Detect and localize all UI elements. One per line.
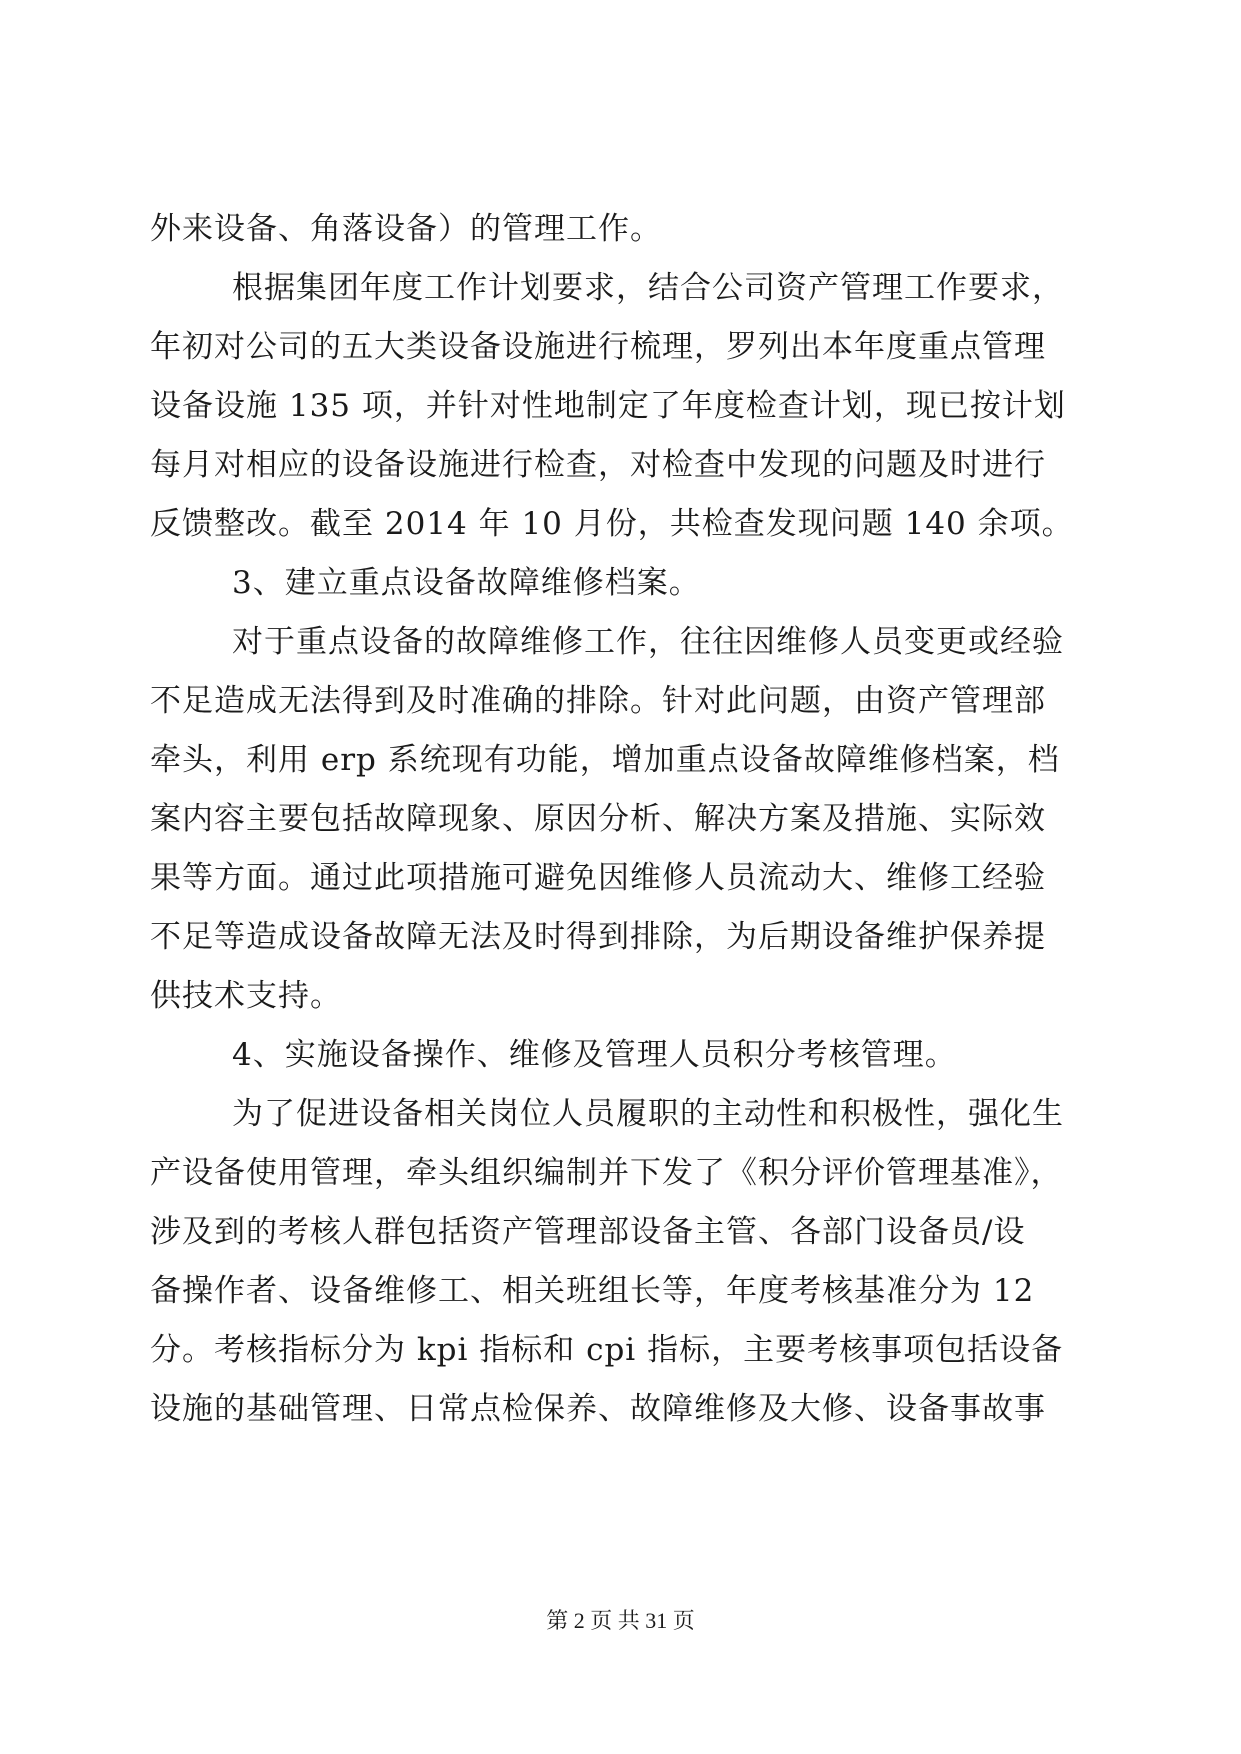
paragraph-line: 不足等造成设备故障无法及时得到排除，为后期设备维护保养提 xyxy=(150,919,1046,955)
paragraph-line: 年初对公司的五大类设备设施进行梳理，罗列出本年度重点管理 xyxy=(150,329,1046,365)
section-heading: 4、实施设备操作、维修及管理人员积分考核管理。 xyxy=(232,1037,957,1073)
paragraph-line: 产设备使用管理，牵头组织编制并下发了《积分评价管理基准》， xyxy=(150,1155,1063,1191)
paragraph-line: 备操作者、设备维修工、相关班组长等，年度考核基准分为 12 xyxy=(150,1273,1035,1309)
paragraph-line: 涉及到的考核人群包括资产管理部设备主管、各部门设备员/设 xyxy=(150,1214,1026,1250)
paragraph-line: 不足造成无法得到及时准确的排除。针对此问题，由资产管理部 xyxy=(150,683,1046,719)
paragraph-line: 案内容主要包括故障现象、原因分析、解决方案及措施、实际效 xyxy=(150,801,1046,837)
page-footer: 第 2 页 共 31 页 xyxy=(546,1608,695,1633)
paragraph-line: 反馈整改。截至 2014 年 10 月份，共检查发现问题 140 余项。 xyxy=(150,506,1074,542)
paragraph-line: 每月对相应的设备设施进行检查，对检查中发现的问题及时进行 xyxy=(150,447,1046,483)
paragraph-line: 根据集团年度工作计划要求，结合公司资产管理工作要求， xyxy=(232,270,1064,306)
paragraph-line: 对于重点设备的故障维修工作，往往因维修人员变更或经验 xyxy=(232,624,1064,660)
paragraph-line: 设备设施 135 项，并针对性地制定了年度检查计划，现已按计划 xyxy=(150,388,1066,424)
paragraph-line: 分。考核指标分为 kpi 指标和 cpi 指标，主要考核事项包括设备 xyxy=(150,1332,1064,1368)
paragraph-line: 外来设备、角落设备）的管理工作。 xyxy=(150,211,662,247)
section-heading: 3、建立重点设备故障维修档案。 xyxy=(232,565,701,601)
paragraph-line: 设施的基础管理、日常点检保养、故障维修及大修、设备事故事 xyxy=(150,1391,1046,1427)
paragraph-line: 供技术支持。 xyxy=(150,978,342,1014)
paragraph-line: 牵头，利用 erp 系统现有功能，增加重点设备故障维修档案，档 xyxy=(150,742,1060,778)
paragraph-line: 果等方面。通过此项措施可避免因维修人员流动大、维修工经验 xyxy=(150,860,1046,896)
paragraph-line: 为了促进设备相关岗位人员履职的主动性和积极性，强化生 xyxy=(232,1096,1064,1132)
